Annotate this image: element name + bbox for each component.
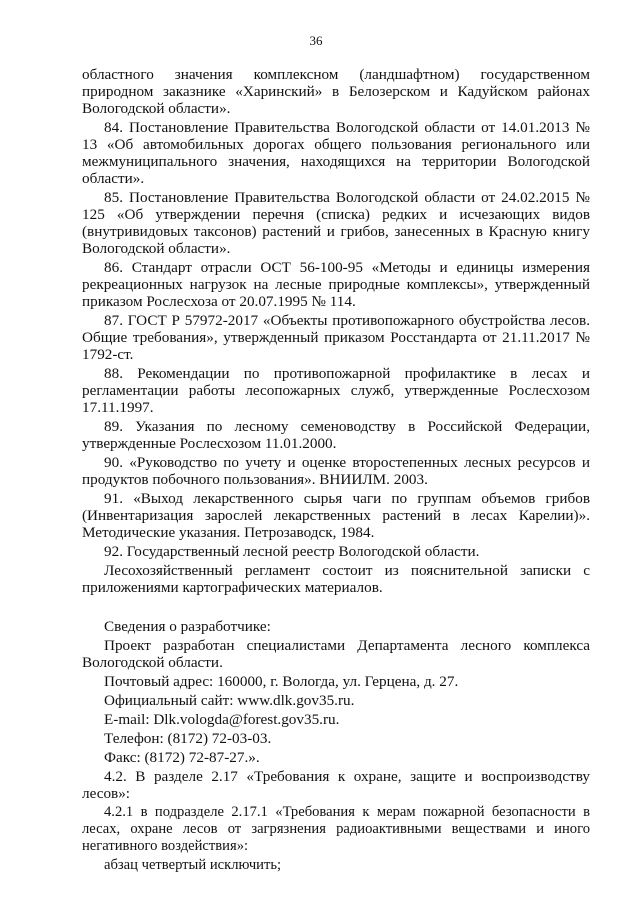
developer-heading: Сведения о разработчике: — [104, 618, 271, 635]
list-item-87: 87. ГОСТ Р 57972-2017 «Объекты противопожарного обустройства лесов. Общие требования», утвержденный приказом Росстандарта от 21.11.2017 № 1792-ст. — [82, 312, 590, 363]
list-item-86: 86. Стандарт отрасли ОСТ 56-100-95 «Методы и единицы измерения рекреационных нагрузок на лесные природные комплексы», утвержденный приказом Рослесхоза от 20.07.1995 № 114. — [82, 259, 590, 310]
list-item-84: 84. Постановление Правительства Вологодской области от 14.01.2013 № 13 «Об автомобильных дорогах общего пользования регионального или межмуниципального значения, находящихся на территории Вологодской области». — [82, 119, 590, 187]
developer-fax: Факс: (8172) 72-87-27.». — [104, 749, 260, 766]
amendment-4-2-1: 4.2.1 в подразделе 2.17.1 «Требования к мерам пожарной безопасности в лесах, охране лесов от загрязнения радиоактивными веществами и иного негативного воздействия»: — [82, 804, 590, 854]
document-body — [82, 66, 590, 876]
page-number: 36 — [309, 33, 323, 48]
developer-project: Проект разработан специалистами Департамента лесного комплекса Вологодской области. — [82, 637, 590, 671]
amendment-4-2: 4.2. В разделе 2.17 «Требования к охране, защите и воспроизводству лесов»: — [82, 768, 590, 802]
list-item-88: 88. Рекомендации по противопожарной профилактике в лесах и регламентации работы лесопожарных служб, утвержденные Рослесхозом 17.11.1997. — [82, 365, 590, 416]
list-item-85: 85. Постановление Правительства Вологодской области от 24.02.2015 № 125 «Об утверждении перечня (списка) редких и исчезающих видов (внутривидовых таксонов) растений и грибов, занесенных в Красную книгу Вологодской области». — [82, 189, 590, 257]
list-item-91: 91. «Выход лекарственного сырья чаги по группам объемов грибов (Инвентаризация зарослей лекарственных растений в лесах Карелии)». Методические указания. Петрозаводск, 1984. — [82, 490, 590, 541]
developer-site: Официальный сайт: www.dlk.gov35.ru. — [104, 692, 355, 709]
developer-address: Почтовый адрес: 160000, г. Вологда, ул. Герцена, д. 27. — [104, 673, 459, 690]
developer-email: E-mail: Dlk.vologda@forest.gov35.ru. — [104, 711, 340, 728]
list-item-92: 92. Государственный лесной реестр Вологодской области. — [104, 543, 480, 560]
paragraph-continuation: областного значения комплексном (ландшафтном) государственном природном заказнике «Харинский» в Белозерском и Кадуйском районах Вологодской области». — [82, 66, 590, 117]
spacer — [82, 598, 590, 618]
list-item-89: 89. Указания по лесному семеноводству в Российской Федерации, утвержденные Рослесхозом 11.01.2000. — [82, 418, 590, 452]
developer-phone: Телефон: (8172) 72-03-03. — [104, 730, 272, 747]
regulation-composition: Лесохозяйственный регламент состоит из пояснительной записки с приложениями картографических материалов. — [82, 562, 590, 596]
list-item-90: 90. «Руководство по учету и оценке второстепенных лесных ресурсов и продуктов побочного пользования». ВНИИЛМ. 2003. — [82, 454, 590, 488]
amendment-paragraph-removal: абзац четвертый исключить; — [104, 857, 282, 873]
